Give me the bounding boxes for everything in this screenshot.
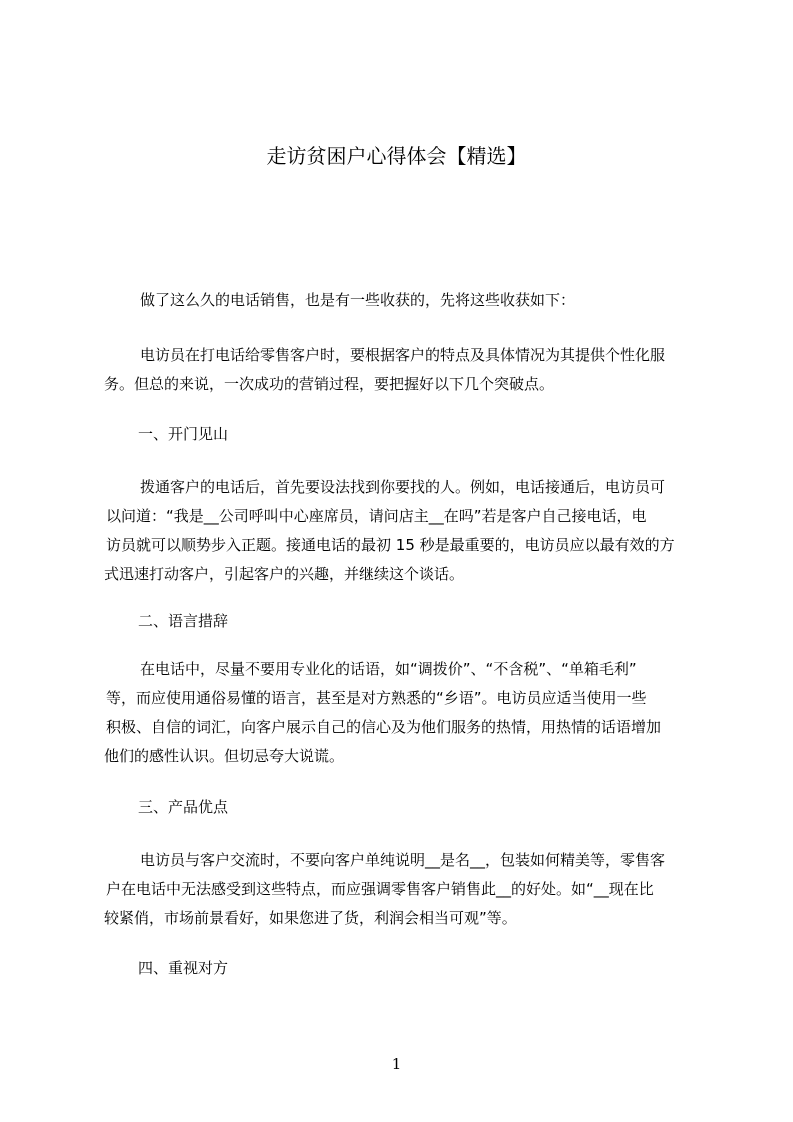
text-line: 拨通客户的电话后，首先要设法找到你要找的人。例如，电话接通后，电访员可 — [140, 478, 666, 496]
heading-text: 四、重视对方 — [138, 959, 229, 977]
text-line: 等，而应使用通俗易懂的语言，甚至是对方熟悉的“乡语”。电访员应适当使用一些 — [106, 689, 647, 707]
section-heading-2 — [104, 607, 696, 636]
document-title: 走访贫困户心得体会【精选】 — [266, 144, 527, 168]
text-line: 电访员与客户交流时，不要向客户单纯说明__是名__，包装如何精美等，零售客 — [140, 851, 666, 869]
text-line: 户在电话中无法感受到这些特点，而应强调零售客户销售此__的好处。如“__现在比 — [106, 880, 654, 898]
section-heading-3 — [104, 793, 696, 822]
text-line: 积极、自信的词汇，向客户展示自己的信心及为他们服务的热情，用热情的话语增加 — [106, 718, 662, 736]
paragraph-section-1 — [104, 473, 696, 589]
paragraph-intro — [104, 286, 696, 315]
paragraph-section-3 — [104, 846, 696, 933]
section-heading-4 — [104, 954, 696, 983]
heading-text: 一、开门见山 — [138, 425, 229, 443]
paragraph-section-2 — [104, 655, 696, 771]
page-number: 1 — [391, 1055, 402, 1073]
text-line: 电访员在打电话给零售客户时，要根据客户的特点及具体情况为其提供个性化服 — [140, 346, 666, 364]
text-line: 较紧俏，市场前景看好，如果您进了货，利润会相当可观”等。 — [104, 909, 517, 927]
text-line: 在电话中，尽量不要用专业化的话语，如“调拨价”、“不含税”、“单箱毛利” — [140, 660, 637, 678]
paragraph-overview — [104, 341, 696, 399]
section-heading-1 — [104, 420, 696, 449]
text-line: 以问道：“我是__公司呼叫中心座席员，请问店主__在吗”若是客户自己接电话，电 — [106, 507, 647, 525]
text-line: 式迅速打动客户，引起客户的兴趣，并继续这个谈话。 — [104, 565, 465, 583]
text-line: 务。但总的来说，一次成功的营销过程，要把握好以下几个突破点。 — [104, 375, 555, 393]
heading-text: 二、语言措辞 — [138, 612, 229, 630]
text-line: 他们的感性认识。但切忌夸大说谎。 — [104, 747, 345, 765]
text-line: 访员就可以顺势步入正题。接通电话的最初 15 秒是最重要的，电访员应以最有效的方 — [106, 536, 675, 554]
heading-text: 三、产品优点 — [138, 798, 229, 816]
text-line: 做了这么久的电话销售，也是有一些收获的，先将这些收获如下： — [140, 291, 576, 309]
